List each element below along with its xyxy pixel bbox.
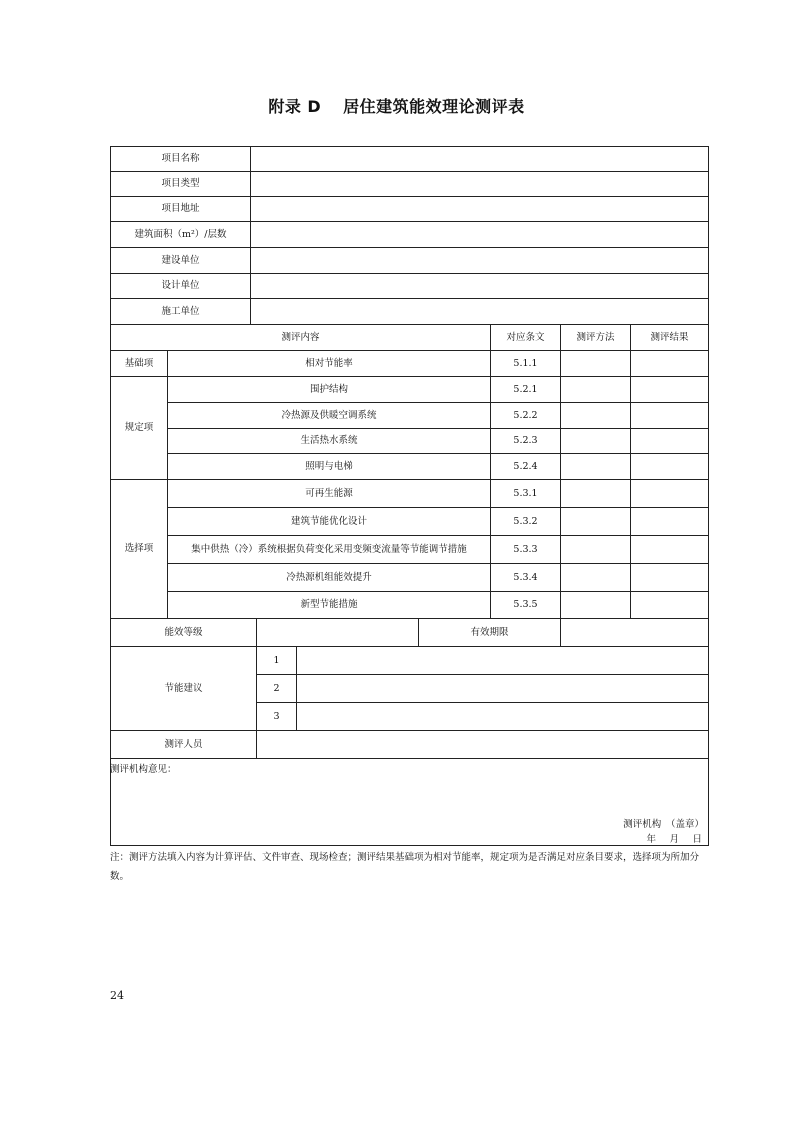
item-method-field[interactable] <box>560 376 631 403</box>
item-result-field[interactable] <box>630 591 709 619</box>
footnote: 注：测评方法填入内容为计算评估、文件审查、现场检查；测评结果基础项为相对节能率，规定项为是否满足对应条目要求，选择项为所加分数。 <box>110 852 700 882</box>
item-name: 可再生能源 <box>167 479 491 508</box>
item-clause: 5.2.1 <box>490 376 561 403</box>
opinion-signature: 测评机构 （盖章） <box>623 819 704 830</box>
item-clause: 5.2.3 <box>490 428 561 454</box>
group-required: 规定项 <box>110 376 168 480</box>
header-result: 测评结果 <box>630 324 709 351</box>
group-optional: 选择项 <box>110 479 168 619</box>
form-name: 居住建筑能效理论测评表 <box>343 97 525 116</box>
header-method: 测评方法 <box>560 324 631 351</box>
field-validity-period[interactable] <box>560 618 709 647</box>
field-construction-unit[interactable] <box>250 247 709 274</box>
item-name: 冷热源及供暖空调系统 <box>167 402 491 429</box>
group-basic: 基础项 <box>110 350 168 377</box>
item-result-field[interactable] <box>630 507 709 536</box>
label-project-type: 项目类型 <box>110 171 251 197</box>
item-result-field[interactable] <box>630 428 709 454</box>
field-assessors[interactable] <box>256 730 709 759</box>
advice-field[interactable] <box>296 702 709 731</box>
item-name: 冷热源机组能效提升 <box>167 563 491 592</box>
item-clause: 5.3.4 <box>490 563 561 592</box>
field-project-address[interactable] <box>250 196 709 222</box>
advice-field[interactable] <box>296 646 709 675</box>
item-clause: 5.3.5 <box>490 591 561 619</box>
item-name: 生活热水系统 <box>167 428 491 454</box>
page-title <box>0 94 793 117</box>
label-building-area: 建筑面积（m²）/层数 <box>110 221 251 248</box>
opinion-box[interactable] <box>110 758 709 846</box>
item-method-field[interactable] <box>560 563 631 592</box>
page-number: 24 <box>110 989 124 1002</box>
item-clause: 5.3.1 <box>490 479 561 508</box>
label-project-address: 项目地址 <box>110 196 251 222</box>
item-clause: 5.3.3 <box>490 535 561 564</box>
advice-field[interactable] <box>296 674 709 703</box>
item-method-field[interactable] <box>560 402 631 429</box>
item-method-field[interactable] <box>560 350 631 377</box>
item-method-field[interactable] <box>560 507 631 536</box>
item-clause: 5.1.1 <box>490 350 561 377</box>
label-energy-advice: 节能建议 <box>110 646 257 731</box>
item-name: 照明与电梯 <box>167 453 491 480</box>
field-building-area[interactable] <box>250 221 709 248</box>
label-validity-period: 有效期限 <box>418 618 561 647</box>
item-name: 集中供热（冷）系统根据负荷变化采用变频变流量等节能调节措施 <box>167 535 491 564</box>
field-energy-grade[interactable] <box>256 618 419 647</box>
item-clause: 5.3.2 <box>490 507 561 536</box>
item-name: 建筑节能优化设计 <box>167 507 491 536</box>
label-construction-unit: 建设单位 <box>110 247 251 274</box>
label-project-name: 项目名称 <box>110 146 251 172</box>
item-name: 新型节能措施 <box>167 591 491 619</box>
header-clause: 对应条文 <box>490 324 561 351</box>
field-project-type[interactable] <box>250 171 709 197</box>
field-project-name[interactable] <box>250 146 709 172</box>
label-design-unit: 设计单位 <box>110 273 251 299</box>
item-result-field[interactable] <box>630 453 709 480</box>
label-assessors: 测评人员 <box>110 730 257 759</box>
item-result-field[interactable] <box>630 479 709 508</box>
item-result-field[interactable] <box>630 350 709 377</box>
item-result-field[interactable] <box>630 563 709 592</box>
item-name: 相对节能率 <box>167 350 491 377</box>
item-method-field[interactable] <box>560 535 631 564</box>
opinion-date: 年 月 日 <box>646 834 704 845</box>
header-content: 测评内容 <box>110 324 491 351</box>
item-clause: 5.2.4 <box>490 453 561 480</box>
item-method-field[interactable] <box>560 591 631 619</box>
item-method-field[interactable] <box>560 479 631 508</box>
item-method-field[interactable] <box>560 428 631 454</box>
item-method-field[interactable] <box>560 453 631 480</box>
field-design-unit[interactable] <box>250 273 709 299</box>
advice-number: 3 <box>256 702 297 731</box>
advice-number: 2 <box>256 674 297 703</box>
opinion-label: 测评机构意见： <box>110 764 177 775</box>
item-name: 围护结构 <box>167 376 491 403</box>
appendix-label: 附录 D <box>268 97 322 116</box>
item-result-field[interactable] <box>630 376 709 403</box>
label-builder-unit: 施工单位 <box>110 298 251 325</box>
item-clause: 5.2.2 <box>490 402 561 429</box>
item-result-field[interactable] <box>630 535 709 564</box>
field-builder-unit[interactable] <box>250 298 709 325</box>
label-energy-grade: 能效等级 <box>110 618 257 647</box>
advice-number: 1 <box>256 646 297 675</box>
item-result-field[interactable] <box>630 402 709 429</box>
